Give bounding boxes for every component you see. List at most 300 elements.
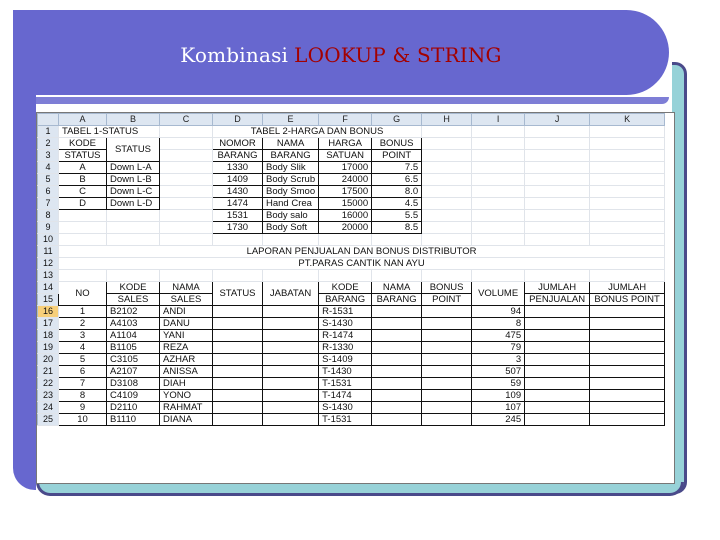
cell[interactable] [422, 198, 472, 210]
cell[interactable] [160, 222, 213, 234]
report-status[interactable] [213, 402, 263, 414]
table2-price[interactable]: 17500 [319, 186, 372, 198]
column-header-j[interactable]: J [525, 114, 590, 126]
report-total-sales[interactable] [525, 318, 590, 330]
column-header-i[interactable]: I [472, 114, 525, 126]
report-item-name[interactable] [372, 342, 422, 354]
table2-item-name[interactable]: Body Scrub [263, 174, 319, 186]
report-jabatan[interactable] [263, 402, 319, 414]
report-total-bonus[interactable] [590, 342, 665, 354]
table-row [38, 258, 665, 270]
table2-header-cell[interactable]: BARANG [213, 150, 263, 162]
report-sales-code[interactable]: D3108 [107, 378, 160, 390]
report-header-cell[interactable]: SALES [160, 294, 213, 306]
row-header[interactable]: 6 [38, 186, 59, 198]
cell[interactable] [472, 270, 525, 282]
row-header[interactable]: 25 [38, 414, 59, 426]
report-header-cell[interactable]: NAMA [372, 282, 422, 294]
report-item-name[interactable] [372, 366, 422, 378]
report-status[interactable] [213, 354, 263, 366]
cell[interactable] [160, 150, 213, 162]
row-header[interactable]: 8 [38, 210, 59, 222]
report-status[interactable] [213, 366, 263, 378]
slide-title [13, 43, 669, 67]
table2-item-no[interactable]: 1730 [213, 222, 263, 234]
row-header[interactable]: 15 [38, 294, 59, 306]
column-header-h[interactable]: H [422, 114, 472, 126]
table2-bonus[interactable]: 6.5 [372, 174, 422, 186]
report-status[interactable] [213, 318, 263, 330]
report-total-bonus[interactable] [590, 366, 665, 378]
cell[interactable] [422, 174, 472, 186]
table2-title[interactable]: TABEL 2-HARGA DAN BONUS [213, 126, 422, 138]
row-header[interactable]: 18 [38, 330, 59, 342]
cell[interactable] [472, 210, 525, 222]
row-header[interactable]: 16 [38, 306, 59, 318]
report-status[interactable] [213, 378, 263, 390]
report-header-cell[interactable]: JUMLAH [590, 282, 665, 294]
report-no[interactable]: 5 [59, 354, 107, 366]
select-all-corner[interactable] [38, 114, 59, 126]
table2-item-name[interactable]: Body Slik [263, 162, 319, 174]
cell[interactable] [472, 150, 525, 162]
table1-header-cell[interactable]: STATUS [107, 138, 160, 162]
report-item-code[interactable]: T-1531 [319, 414, 372, 426]
table2-item-name[interactable]: Body salo [263, 210, 319, 222]
report-item-code[interactable]: R-1474 [319, 330, 372, 342]
report-item-code[interactable]: S-1430 [319, 402, 372, 414]
report-jabatan[interactable] [263, 342, 319, 354]
report-sales-name[interactable]: DANU [160, 318, 213, 330]
cell[interactable] [525, 270, 590, 282]
report-volume[interactable]: 507 [472, 366, 525, 378]
cell[interactable] [59, 234, 107, 246]
report-header-cell[interactable]: BARANG [319, 294, 372, 306]
table2-bonus[interactable]: 4.5 [372, 198, 422, 210]
report-total-sales[interactable] [525, 306, 590, 318]
report-jabatan[interactable] [263, 354, 319, 366]
report-header-no[interactable]: NO [59, 282, 107, 306]
cell[interactable] [107, 270, 160, 282]
report-jabatan[interactable] [263, 306, 319, 318]
table-row [38, 222, 665, 234]
cell[interactable] [422, 126, 472, 138]
cell[interactable] [590, 186, 665, 198]
cell[interactable] [472, 222, 525, 234]
table1-status[interactable]: Down L-A [107, 162, 160, 174]
cell[interactable] [160, 270, 213, 282]
report-volume[interactable]: 8 [472, 318, 525, 330]
report-sales-name[interactable]: AZHAR [160, 354, 213, 366]
row-header[interactable]: 5 [38, 174, 59, 186]
report-sales-code[interactable]: A1104 [107, 330, 160, 342]
table2-price[interactable]: 20000 [319, 222, 372, 234]
report-status[interactable] [213, 330, 263, 342]
table-row [38, 210, 665, 222]
report-row [38, 342, 665, 354]
cell[interactable] [590, 198, 665, 210]
report-item-name[interactable] [372, 354, 422, 366]
cell[interactable] [107, 234, 160, 246]
cell[interactable] [422, 234, 472, 246]
table1-status[interactable]: Down L-D [107, 198, 160, 210]
report-item-name[interactable] [372, 390, 422, 402]
cell[interactable] [422, 222, 472, 234]
spreadsheet[interactable] [36, 112, 675, 484]
report-no[interactable]: 2 [59, 318, 107, 330]
report-header-jabatan[interactable]: JABATAN [263, 282, 319, 306]
cell[interactable] [213, 270, 263, 282]
report-bonus[interactable] [422, 354, 472, 366]
report-total-bonus[interactable] [590, 414, 665, 426]
report-volume[interactable]: 3 [472, 354, 525, 366]
table-row [38, 174, 665, 186]
cell[interactable] [590, 162, 665, 174]
row-header[interactable]: 4 [38, 162, 59, 174]
table2-header-cell[interactable]: SATUAN [319, 150, 372, 162]
table2-header-cell[interactable]: POINT [372, 150, 422, 162]
cell[interactable] [213, 234, 263, 246]
report-sales-code[interactable]: A4103 [107, 318, 160, 330]
cell[interactable] [160, 198, 213, 210]
table2-bonus[interactable]: 5.5 [372, 210, 422, 222]
table2-price[interactable]: 16000 [319, 210, 372, 222]
report-volume[interactable]: 94 [472, 306, 525, 318]
table1-header-cell[interactable]: STATUS [59, 150, 107, 162]
report-item-name[interactable] [372, 306, 422, 318]
table-row [38, 234, 665, 246]
column-header-c[interactable]: C [160, 114, 213, 126]
report-no[interactable]: 7 [59, 378, 107, 390]
report-no[interactable]: 4 [59, 342, 107, 354]
cell[interactable] [59, 270, 107, 282]
report-jabatan[interactable] [263, 366, 319, 378]
table2-item-name[interactable]: Body Smoo [263, 186, 319, 198]
spreadsheet-grid [37, 113, 665, 426]
report-sales-name[interactable]: REZA [160, 342, 213, 354]
cell[interactable] [472, 138, 525, 150]
row-header[interactable]: 9 [38, 222, 59, 234]
column-header-a[interactable]: A [59, 114, 107, 126]
report-volume[interactable]: 79 [472, 342, 525, 354]
report-bonus[interactable] [422, 342, 472, 354]
report-header-cell[interactable]: BONUS [422, 282, 472, 294]
report-bonus[interactable] [422, 390, 472, 402]
report-no[interactable]: 3 [59, 330, 107, 342]
report-total-bonus[interactable] [590, 390, 665, 402]
cell[interactable] [590, 138, 665, 150]
table2-header-cell[interactable]: HARGA [319, 138, 372, 150]
row-header[interactable]: 19 [38, 342, 59, 354]
report-header-cell[interactable]: POINT [422, 294, 472, 306]
cell[interactable] [160, 234, 213, 246]
report-title[interactable]: LAPORAN PENJUALAN DAN BONUS DISTRIBUTOR [59, 246, 665, 258]
report-total-sales[interactable] [525, 414, 590, 426]
table2-price[interactable]: 17000 [319, 162, 372, 174]
report-header-status[interactable]: STATUS [213, 282, 263, 306]
row-header[interactable]: 13 [38, 270, 59, 282]
column-header-e[interactable]: E [263, 114, 319, 126]
cell[interactable] [590, 222, 665, 234]
cell[interactable] [160, 138, 213, 150]
cell[interactable] [590, 210, 665, 222]
table1-status[interactable]: Down L-B [107, 174, 160, 186]
report-sales-code[interactable]: B1110 [107, 414, 160, 426]
cell[interactable] [525, 210, 590, 222]
report-sales-name[interactable]: YONO [160, 390, 213, 402]
report-item-name[interactable] [372, 378, 422, 390]
row-header[interactable]: 3 [38, 150, 59, 162]
table2-price[interactable]: 24000 [319, 174, 372, 186]
cell[interactable] [525, 174, 590, 186]
report-sales-code[interactable]: B2102 [107, 306, 160, 318]
report-sales-code[interactable]: C4109 [107, 390, 160, 402]
report-total-bonus[interactable] [590, 318, 665, 330]
title-prefix: Kombinasi [180, 43, 289, 67]
report-total-sales[interactable] [525, 330, 590, 342]
report-total-sales[interactable] [525, 390, 590, 402]
table1-status[interactable]: Down L-C [107, 186, 160, 198]
cell[interactable] [525, 186, 590, 198]
report-status[interactable] [213, 390, 263, 402]
table1-title[interactable]: TABEL 1-STATUS [59, 126, 160, 138]
report-item-code[interactable]: R-1531 [319, 306, 372, 318]
row-header[interactable]: 14 [38, 282, 59, 294]
row-header[interactable]: 11 [38, 246, 59, 258]
table2-bonus[interactable]: 7.5 [372, 162, 422, 174]
report-total-bonus[interactable] [590, 402, 665, 414]
cell[interactable] [422, 138, 472, 150]
report-sales-code[interactable]: C3105 [107, 354, 160, 366]
table2-item-no[interactable]: 1531 [213, 210, 263, 222]
report-header-cell[interactable]: KODE [107, 282, 160, 294]
report-header-cell[interactable]: KODE [319, 282, 372, 294]
cell[interactable] [263, 270, 319, 282]
report-row [38, 306, 665, 318]
report-sales-name[interactable]: DIANA [160, 414, 213, 426]
report-total-bonus[interactable] [590, 306, 665, 318]
report-jabatan[interactable] [263, 414, 319, 426]
cell[interactable] [590, 174, 665, 186]
column-header-f[interactable]: F [319, 114, 372, 126]
report-volume[interactable]: 59 [472, 378, 525, 390]
report-bonus[interactable] [422, 330, 472, 342]
report-header-cell[interactable]: PENJUALAN [525, 294, 590, 306]
report-header-cell[interactable]: JUMLAH [525, 282, 590, 294]
cell[interactable] [107, 222, 160, 234]
report-sales-name[interactable]: RAHMAT [160, 402, 213, 414]
row-header[interactable]: 7 [38, 198, 59, 210]
report-total-sales[interactable] [525, 342, 590, 354]
cell[interactable] [590, 150, 665, 162]
report-total-bonus[interactable] [590, 378, 665, 390]
cell[interactable] [525, 138, 590, 150]
cell[interactable] [590, 234, 665, 246]
table1-header-cell[interactable]: KODE [59, 138, 107, 150]
cell[interactable] [525, 198, 590, 210]
report-total-bonus[interactable] [590, 330, 665, 342]
table2-item-no[interactable]: 1474 [213, 198, 263, 210]
table2-header-cell[interactable]: BONUS [372, 138, 422, 150]
report-header-cell[interactable]: NAMA [160, 282, 213, 294]
column-header-b[interactable]: B [107, 114, 160, 126]
cell[interactable] [472, 174, 525, 186]
report-jabatan[interactable] [263, 318, 319, 330]
cell[interactable] [525, 162, 590, 174]
table1-code[interactable]: D [59, 198, 107, 210]
row-header[interactable]: 20 [38, 354, 59, 366]
cell[interactable] [472, 162, 525, 174]
table1-code[interactable]: C [59, 186, 107, 198]
title-banner [13, 10, 669, 95]
cell[interactable] [107, 210, 160, 222]
table2-header-cell[interactable]: BARANG [263, 150, 319, 162]
cell[interactable] [372, 234, 422, 246]
report-bonus[interactable] [422, 366, 472, 378]
report-status[interactable] [213, 306, 263, 318]
report-item-code[interactable]: S-1409 [319, 354, 372, 366]
report-bonus[interactable] [422, 402, 472, 414]
cell[interactable] [422, 162, 472, 174]
cell[interactable] [472, 198, 525, 210]
row-header[interactable]: 1 [38, 126, 59, 138]
report-bonus[interactable] [422, 318, 472, 330]
report-volume[interactable]: 107 [472, 402, 525, 414]
cell[interactable] [525, 126, 590, 138]
table1-code[interactable]: A [59, 162, 107, 174]
report-bonus[interactable] [422, 378, 472, 390]
row-header[interactable]: 21 [38, 366, 59, 378]
cell[interactable] [472, 126, 525, 138]
table2-bonus[interactable]: 8.0 [372, 186, 422, 198]
report-header-volume[interactable]: VOLUME [472, 282, 525, 306]
table2-bonus[interactable]: 8.5 [372, 222, 422, 234]
cell[interactable] [263, 234, 319, 246]
report-sales-code[interactable]: B1105 [107, 342, 160, 354]
report-item-name[interactable] [372, 318, 422, 330]
row-header[interactable]: 2 [38, 138, 59, 150]
report-sales-code[interactable]: D2110 [107, 402, 160, 414]
report-status[interactable] [213, 414, 263, 426]
report-no[interactable]: 6 [59, 366, 107, 378]
report-no[interactable]: 1 [59, 306, 107, 318]
report-jabatan[interactable] [263, 390, 319, 402]
table2-header-cell[interactable]: NAMA [263, 138, 319, 150]
row-header[interactable]: 17 [38, 318, 59, 330]
cell[interactable] [525, 234, 590, 246]
column-header-k[interactable]: K [590, 114, 665, 126]
cell[interactable] [59, 222, 107, 234]
column-header-g[interactable]: G [372, 114, 422, 126]
report-header-cell[interactable]: BONUS POINT [590, 294, 665, 306]
report-item-code[interactable]: S-1430 [319, 318, 372, 330]
report-subtitle[interactable]: PT.PARAS CANTIK NAN AYU [59, 258, 665, 270]
title-highlight: LOOKUP & STRING [294, 43, 502, 67]
report-item-code[interactable]: T-1531 [319, 378, 372, 390]
report-jabatan[interactable] [263, 330, 319, 342]
report-header-cell[interactable]: BARANG [372, 294, 422, 306]
cell[interactable] [160, 210, 213, 222]
cell[interactable] [372, 270, 422, 282]
report-item-code[interactable]: R-1330 [319, 342, 372, 354]
cell[interactable] [422, 150, 472, 162]
row-header[interactable]: 10 [38, 234, 59, 246]
cell[interactable] [472, 234, 525, 246]
report-volume[interactable]: 245 [472, 414, 525, 426]
report-item-code[interactable]: T-1474 [319, 390, 372, 402]
report-total-sales[interactable] [525, 402, 590, 414]
cell[interactable] [160, 186, 213, 198]
report-sales-name[interactable]: ANDI [160, 306, 213, 318]
report-sales-code[interactable]: A2107 [107, 366, 160, 378]
cell[interactable] [422, 270, 472, 282]
report-item-name[interactable] [372, 330, 422, 342]
row-header[interactable]: 22 [38, 378, 59, 390]
report-total-sales[interactable] [525, 378, 590, 390]
report-sales-name[interactable]: YANI [160, 330, 213, 342]
report-row [38, 366, 665, 378]
table2-item-name[interactable]: Hand Crea [263, 198, 319, 210]
cell[interactable] [160, 126, 213, 138]
table2-header-cell[interactable]: NOMOR [213, 138, 263, 150]
report-no[interactable]: 10 [59, 414, 107, 426]
report-volume[interactable]: 475 [472, 330, 525, 342]
report-total-sales[interactable] [525, 354, 590, 366]
table2-item-no[interactable]: 1430 [213, 186, 263, 198]
report-row [38, 318, 665, 330]
cell[interactable] [319, 234, 372, 246]
report-no[interactable]: 9 [59, 402, 107, 414]
cell[interactable] [525, 222, 590, 234]
cell[interactable] [590, 270, 665, 282]
cell[interactable] [472, 186, 525, 198]
report-no[interactable]: 8 [59, 390, 107, 402]
cell[interactable] [160, 174, 213, 186]
table2-item-no[interactable]: 1330 [213, 162, 263, 174]
row-header[interactable]: 23 [38, 390, 59, 402]
table2-price[interactable]: 15000 [319, 198, 372, 210]
report-bonus[interactable] [422, 306, 472, 318]
table2-item-name[interactable]: Body Soft [263, 222, 319, 234]
cell[interactable] [422, 186, 472, 198]
cell[interactable] [590, 126, 665, 138]
cell[interactable] [422, 210, 472, 222]
table1-code[interactable]: B [59, 174, 107, 186]
report-volume[interactable]: 109 [472, 390, 525, 402]
report-total-bonus[interactable] [590, 354, 665, 366]
table2-item-no[interactable]: 1409 [213, 174, 263, 186]
table-row [38, 126, 665, 138]
report-item-name[interactable] [372, 414, 422, 426]
report-sales-name[interactable]: ANISSA [160, 366, 213, 378]
cell[interactable] [319, 270, 372, 282]
table-row [38, 198, 665, 210]
cell[interactable] [160, 162, 213, 174]
column-header-d[interactable]: D [213, 114, 263, 126]
row-header[interactable]: 24 [38, 402, 59, 414]
row-header[interactable]: 12 [38, 258, 59, 270]
cell[interactable] [525, 150, 590, 162]
report-sales-name[interactable]: DIAH [160, 378, 213, 390]
report-item-code[interactable]: T-1430 [319, 366, 372, 378]
report-status[interactable] [213, 342, 263, 354]
report-bonus[interactable] [422, 414, 472, 426]
report-jabatan[interactable] [263, 378, 319, 390]
report-header-cell[interactable]: SALES [107, 294, 160, 306]
report-total-sales[interactable] [525, 366, 590, 378]
report-item-name[interactable] [372, 402, 422, 414]
cell[interactable] [59, 210, 107, 222]
